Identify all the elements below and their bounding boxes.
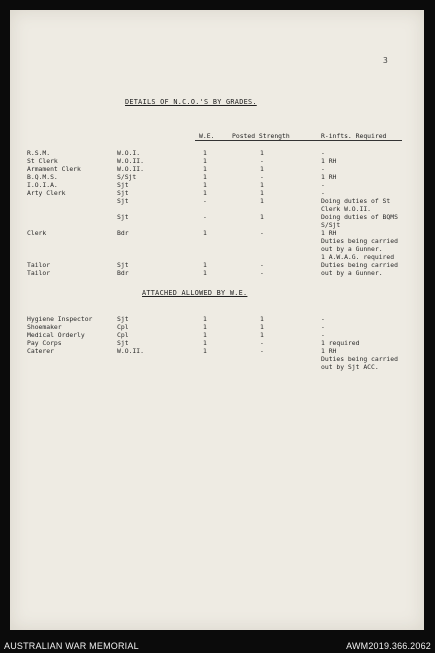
posted-cell: 1 (260, 181, 264, 189)
rank-cell: Sjt (117, 197, 129, 205)
we-cell: 1 (203, 189, 207, 197)
footer-accession-number: AWM2019.366.2062 (346, 641, 431, 651)
posted-cell: 1 (260, 323, 264, 331)
appointment-cell: I.O.I.A. (27, 181, 58, 189)
we-cell: 1 (203, 229, 207, 237)
appointment-cell: R.S.M. (27, 149, 51, 157)
appointment-cell: Tailor (27, 269, 51, 277)
reinf-cell: Duties being carried (321, 261, 398, 269)
appointment-cell: Arty Clerk (27, 189, 66, 197)
column-posted-strength: Posted Strength (232, 132, 290, 140)
reinf-note-line: out by a Gunner. (321, 245, 383, 253)
rank-cell: W.O.II. (117, 165, 144, 173)
reinf-cell: 1 RH (321, 229, 337, 237)
table-row (10, 157, 424, 165)
reinf-cell: - (321, 315, 325, 323)
appointment-cell: St Clerk (27, 157, 58, 165)
reinf-note-line: Duties being carried (321, 355, 398, 363)
we-cell: 1 (203, 173, 207, 181)
rank-cell: Sjt (117, 315, 129, 323)
we-cell: 1 (203, 315, 207, 323)
table-row (10, 261, 424, 269)
reinf-cell: Doing duties of BQMS (321, 213, 398, 221)
reinf-cell: - (321, 323, 325, 331)
we-cell: 1 (203, 261, 207, 269)
appointment-cell: Pay Corps (27, 339, 62, 347)
posted-cell: - (260, 229, 264, 237)
main-heading: DETAILS OF N.C.O.'S BY GRADES. (125, 98, 257, 106)
we-cell: 1 (203, 157, 207, 165)
we-cell: 1 (203, 149, 207, 157)
table-row (10, 165, 424, 173)
posted-cell: 1 (260, 213, 264, 221)
column-we: W.E. (199, 132, 215, 140)
column-header-rule (195, 140, 402, 141)
posted-cell: - (260, 157, 264, 165)
table-row (10, 189, 424, 197)
posted-cell: 1 (260, 189, 264, 197)
appointment-cell: Shoemaker (27, 323, 62, 331)
rank-cell: Sjt (117, 339, 129, 347)
table-row (10, 269, 424, 277)
reinf-note-line: Duties being carried (321, 237, 398, 245)
appointment-cell: B.Q.M.S. (27, 173, 58, 181)
we-cell: 1 (203, 347, 207, 355)
posted-cell: 1 (260, 197, 264, 205)
we-cell: 1 (203, 331, 207, 339)
appointment-cell: Hygiene Inspector (27, 315, 93, 323)
rank-cell: Cpl (117, 323, 129, 331)
reinf-cell: - (321, 149, 325, 157)
appointment-cell: Clerk (27, 229, 47, 237)
appointment-cell: Medical Orderly (27, 331, 85, 339)
table-row (10, 173, 424, 181)
attached-row (10, 315, 424, 323)
footer-institution: AUSTRALIAN WAR MEMORIAL (4, 641, 139, 651)
posted-cell: - (260, 339, 264, 347)
reinf-cell: - (321, 165, 325, 173)
posted-cell: - (260, 173, 264, 181)
appointment-cell: Tailor (27, 261, 51, 269)
rank-cell: S/Sjt (117, 173, 137, 181)
appointment-cell: Caterer (27, 347, 54, 355)
attached-heading: ATTACHED ALLOWED BY W.E. (142, 289, 248, 297)
rank-cell: Sjt (117, 181, 129, 189)
reinf-note-line: S/Sjt (321, 221, 341, 229)
posted-cell: - (260, 261, 264, 269)
reinf-note-line: out by Sjt ACC. (321, 363, 379, 371)
rank-cell: W.O.II. (117, 157, 144, 165)
posted-cell: 1 (260, 331, 264, 339)
rank-cell: Sjt (117, 213, 129, 221)
posted-cell: - (260, 269, 264, 277)
we-cell: 1 (203, 165, 207, 173)
posted-cell: 1 (260, 315, 264, 323)
we-cell: 1 (203, 269, 207, 277)
posted-cell: 1 (260, 165, 264, 173)
rank-cell: Cpl (117, 331, 129, 339)
posted-cell: 1 (260, 149, 264, 157)
attached-row (10, 331, 424, 339)
table-row (10, 197, 424, 205)
reinf-cell: - (321, 189, 325, 197)
page-mark: 3 (383, 56, 388, 65)
reinf-cell: - (321, 331, 325, 339)
rank-cell: Bdr (117, 229, 129, 237)
rank-cell: Bdr (117, 269, 129, 277)
reinf-cell: Doing duties of St (321, 197, 391, 205)
table-row (10, 181, 424, 189)
we-cell: 1 (203, 181, 207, 189)
we-cell: 1 (203, 323, 207, 331)
reinf-cell: 1 RH (321, 347, 337, 355)
rank-cell: Sjt (117, 261, 129, 269)
reinf-cell: 1 required (321, 339, 360, 347)
appointment-cell: Armament Clerk (27, 165, 81, 173)
reinf-note-line: Clerk W.O.II. (321, 205, 372, 213)
posted-cell: - (260, 347, 264, 355)
reinf-cell: - (321, 181, 325, 189)
table-row (10, 253, 424, 261)
table-row (10, 229, 424, 237)
table-row (10, 213, 424, 221)
attached-row (10, 323, 424, 331)
reinf-cell: 1 RH (321, 157, 337, 165)
column-reinforcements-required: R-infts. Required (321, 132, 387, 140)
we-cell: 1 (203, 339, 207, 347)
we-cell: - (203, 213, 207, 221)
reinf-cell: out by a Gunner. (321, 269, 383, 277)
reinf-cell: 1 RH (321, 173, 337, 181)
table-row (10, 149, 424, 157)
rank-cell: W.O.II. (117, 347, 144, 355)
attached-row (10, 347, 424, 355)
rank-cell: W.O.I. (117, 149, 141, 157)
attached-row (10, 339, 424, 347)
we-cell: - (203, 197, 207, 205)
reinf-cell: 1 A.W.A.G. required (321, 253, 395, 261)
rank-cell: Sjt (117, 189, 129, 197)
document-page (10, 10, 424, 630)
